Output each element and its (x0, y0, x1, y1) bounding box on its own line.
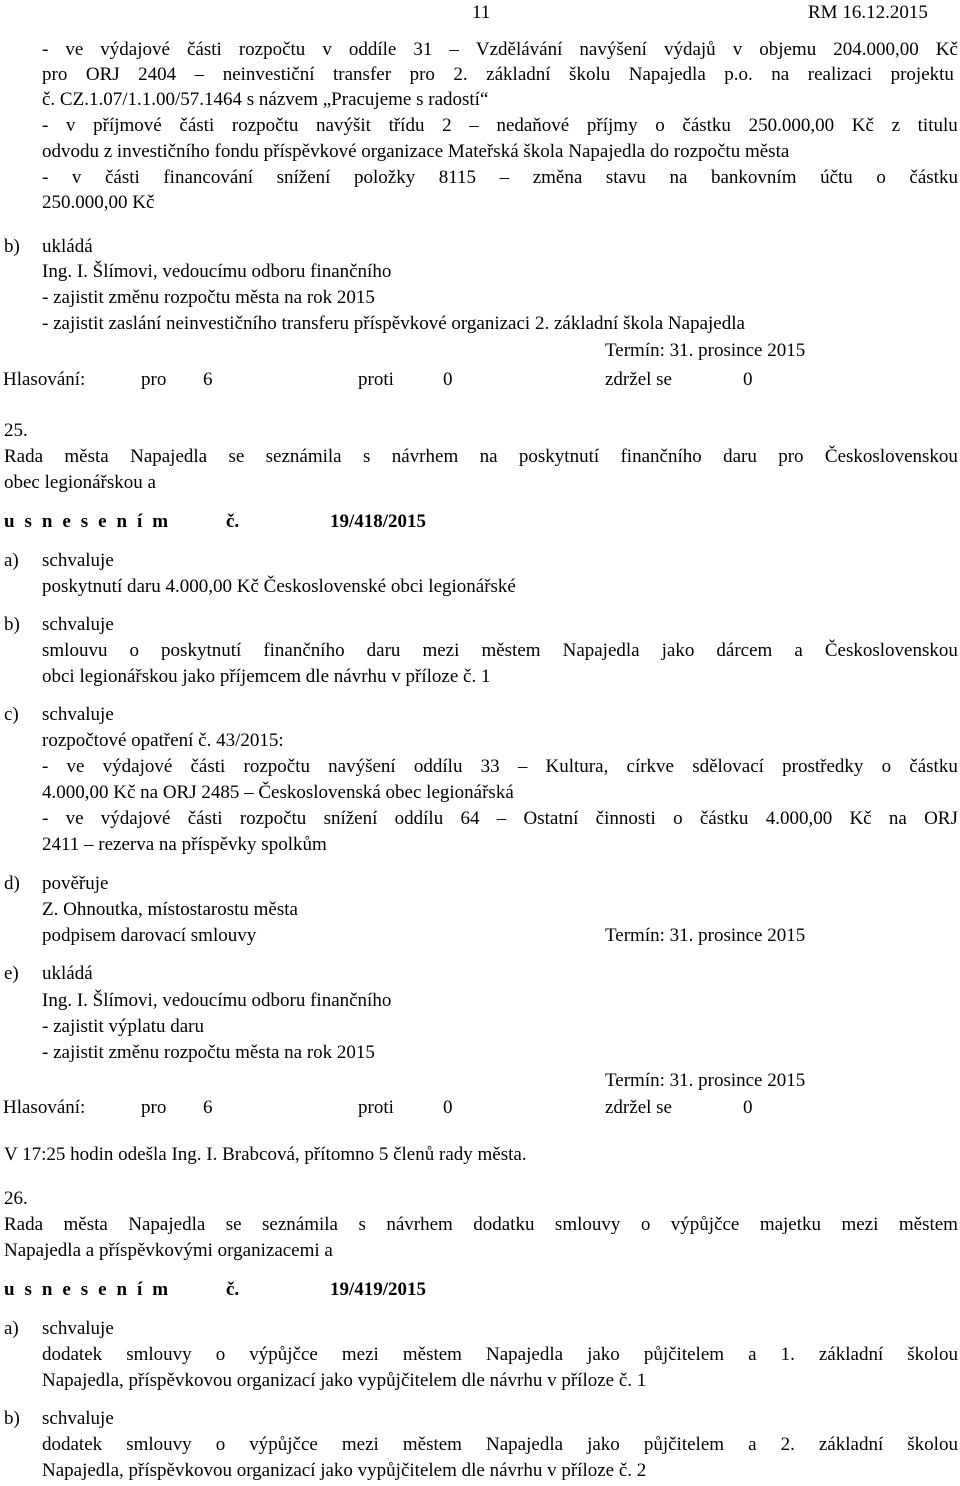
text-line: 250.000,00 Kč (42, 192, 155, 213)
resolution-heading: u s n e s e n í m (4, 1279, 171, 1300)
task-line: podpisem darovací smlouvy (42, 925, 257, 946)
text-line: - v příjmové části rozpočtu navýšit třídu 2 – nedaňové příjmy o částku 250.000,00 Kč z titulu (42, 115, 958, 136)
item-intro: obec legionářskou a (4, 472, 156, 493)
resolution-no-label: č. (226, 511, 240, 532)
item-verb: schvaluje (42, 1408, 114, 1429)
item-label-b: b) (4, 614, 20, 635)
deadline: Termín: 31. prosince 2015 (605, 340, 806, 361)
text-line: - v části financování snížení položky 8115 – změna stavu na bankovním účtu o částku (42, 167, 958, 188)
deadline: Termín: 31. prosince 2015 (605, 925, 806, 946)
item-intro: Napajedla a příspěvkovými organizacemi a (4, 1240, 333, 1261)
item-verb: schvaluje (42, 1318, 114, 1339)
vote-label: Hlasování: (3, 1097, 86, 1118)
vote-pro-label: pro (141, 369, 167, 390)
vote-proti-label: proti (358, 369, 394, 390)
task-line: - zajistit zaslání neinvestičního transferu příspěvkové organizaci 2. základní škola Napajedla (42, 313, 745, 334)
vote-proti-count: 0 (443, 1097, 453, 1118)
responsible-person: Z. Ohnoutka, místostarostu města (42, 899, 298, 920)
vote-pro-count: 6 (203, 369, 213, 390)
vote-zdrzel-count: 0 (743, 369, 753, 390)
item-text: poskytnutí daru 4.000,00 Kč Československé obci legionářské (42, 576, 516, 597)
item-label-a: a) (4, 1318, 19, 1339)
item-intro: Rada města Napajedla se seznámila s návrhem na poskytnutí finančního daru pro Československou (4, 446, 958, 467)
task-line: - zajistit výplatu daru (42, 1016, 204, 1037)
item-label-e: e) (4, 963, 19, 984)
item-text: obci legionářskou jako příjemcem dle návrhu v příloze č. 1 (42, 666, 491, 687)
item-verb: pověřuje (42, 873, 109, 894)
vote-line (3, 1097, 753, 1120)
item-text: dodatek smlouvy o výpůjčce mezi městem Napajedla jako půjčitelem a 2. základní školou (42, 1434, 958, 1455)
item-text: rozpočtové opatření č. 43/2015: (42, 730, 284, 751)
item-label-b: b) (4, 236, 20, 257)
vote-proti-count: 0 (443, 369, 453, 390)
deadline: Termín: 31. prosince 2015 (605, 1070, 806, 1091)
vote-zdrzel-count: 0 (743, 1097, 753, 1118)
resolution-number: 19/419/2015 (330, 1279, 427, 1300)
resolution-no-label: č. (226, 1279, 240, 1300)
item-text: smlouvu o poskytnutí finančního daru mezi městem Napajedla jako dárcem a Československou (42, 640, 958, 661)
text-line: pro ORJ 2404 – neinvestiční transfer pro 2. základní školu Napajedla p.o. na realizaci projektu (42, 64, 954, 85)
text-line: č. CZ.1.07/1.1.00/57.1464 s názvem „Pracujeme s radostí“ (42, 89, 489, 110)
item-number: 26. (4, 1188, 28, 1209)
document-reference: RM 16.12.2015 (808, 2, 928, 23)
item-label-a: a) (4, 550, 19, 571)
task-line: - zajistit změnu rozpočtu města na rok 2015 (42, 1042, 375, 1063)
item-verb: schvaluje (42, 614, 114, 635)
item-intro: Rada města Napajedla se seznámila s návrhem dodatku smlouvy o výpůjčce majetku mezi městem (4, 1214, 958, 1235)
item-text: 2411 – rezerva na příspěvky spolkům (42, 834, 327, 855)
item-text: Napajedla, příspěvkovou organizací jako vypůjčitelem dle návrhu v příloze č. 1 (42, 1370, 647, 1391)
text-line: odvodu z investičního fondu příspěvkové organizace Mateřská škola Napajedla do rozpočtu města (42, 141, 790, 162)
vote-zdrzel-label: zdržel se (605, 369, 672, 390)
item-verb: schvaluje (42, 550, 114, 571)
page-number: 11 (472, 2, 491, 23)
responsible-person: Ing. I. Šlímovi, vedoucímu odboru finančního (42, 990, 392, 1011)
vote-label: Hlasování: (3, 369, 86, 390)
item-label-b: b) (4, 1408, 20, 1429)
attendance-note: V 17:25 hodin odešla Ing. I. Brabcová, přítomno 5 členů rady města. (4, 1144, 527, 1165)
resolution-number: 19/418/2015 (330, 511, 427, 532)
item-verb: schvaluje (42, 704, 114, 725)
task-line: - zajistit změnu rozpočtu města na rok 2015 (42, 287, 375, 308)
item-text: - ve výdajové části rozpočtu snížení oddílu 64 – Ostatní činnosti o částku 4.000,00 Kč na ORJ (42, 808, 958, 829)
item-number: 25. (4, 420, 28, 441)
item-label-c: c) (4, 704, 19, 725)
text-line: - ve výdajové části rozpočtu v oddíle 31 – Vzdělávání navýšení výdajů v objemu 204.000,00 Kč (42, 39, 958, 60)
item-text: dodatek smlouvy o výpůjčce mezi městem Napajedla jako půjčitelem a 1. základní školou (42, 1344, 958, 1365)
resolution-heading: u s n e s e n í m (4, 511, 171, 532)
item-text: 4.000,00 Kč na ORJ 2485 – Československá obec legionářská (42, 782, 514, 803)
vote-zdrzel-label: zdržel se (605, 1097, 672, 1118)
vote-pro-count: 6 (203, 1097, 213, 1118)
responsible-person: Ing. I. Šlímovi, vedoucímu odboru finančního (42, 261, 392, 282)
item-verb: ukládá (42, 236, 93, 257)
vote-line (3, 369, 753, 392)
vote-pro-label: pro (141, 1097, 167, 1118)
item-text: Napajedla, příspěvkovou organizací jako vypůjčitelem dle návrhu v příloze č. 2 (42, 1460, 647, 1481)
item-label-d: d) (4, 873, 20, 894)
item-verb: ukládá (42, 963, 93, 984)
vote-proti-label: proti (358, 1097, 394, 1118)
item-text: - ve výdajové části rozpočtu navýšení oddílu 33 – Kultura, církve sdělovací prostředky o částku (42, 756, 958, 777)
